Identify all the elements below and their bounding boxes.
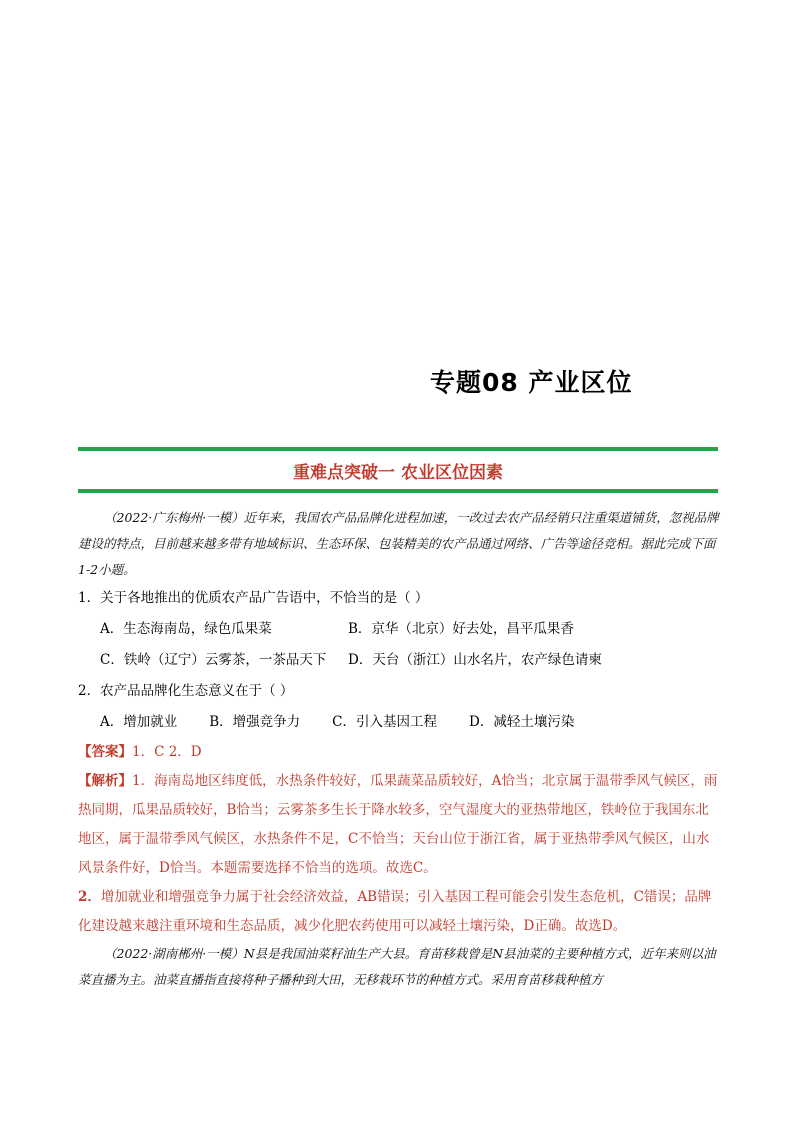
question-1-options-row-2 — [100, 645, 720, 676]
q2-option-a: A．增加就业 — [100, 714, 178, 730]
section-rule-top — [78, 447, 718, 451]
section-heading: 重难点突破一 农业区位因素 — [293, 463, 503, 483]
passage-2: （2022·湖南郴州·一模）N县是我国油菜籽油生产大县。育苗移栽曾是N县油菜的主要种植方式，近年来则以油菜直播为主。油菜直播指直接将种子播种到大田，无移栽环节的种植方式。采用育苗移栽种植方 — [78, 946, 716, 987]
analysis-label: 【解析】 — [78, 773, 132, 789]
analysis-text-2: 增加就业和增强竞争力属于社会经济效益，AB错误；引入基因工程可能会引发生态危机，C错误；品牌化建设越来越注重环境和生态品质，减少化肥农药使用可以减轻土壤污染，D正确。故选D。 — [78, 889, 712, 934]
answer-text: 1．C 2．D — [132, 744, 202, 760]
question-1-options-row-1 — [100, 614, 720, 645]
q1-option-d: D．天台（浙江）山水名片，农产绿色请柬 — [348, 652, 602, 668]
passage-1: （2022·广东梅州·一模）近年来，我国农产品品牌化进程加速，一改过去农产品经销只注重渠道铺货，忽视品牌建设的特点，目前越来越多带有地域标识、生态环保、包装精美的农产品通过网络、广告等途径竞相。据此完成下面1-2小题。 — [78, 510, 719, 577]
analysis-part-1 — [78, 767, 720, 883]
question-2-stem: 2．农产品品牌化生态意义在于（ ） — [78, 683, 294, 699]
q1-option-c: C．铁岭（辽宁）云雾茶，一茶品天下 — [100, 652, 327, 668]
section-rule-bottom — [78, 489, 718, 493]
q2-option-d: D．减轻土壤污染 — [469, 714, 575, 730]
page-title: 专题08 产业区位 — [430, 368, 633, 397]
q1-option-a: A．生态海南岛，绿色瓜果菜 — [100, 621, 272, 637]
q2-option-b: B．增强竞争力 — [209, 714, 301, 730]
q2-option-c: C．引入基因工程 — [332, 714, 438, 730]
answer-label: 【答案】 — [78, 744, 132, 760]
q1-option-b: B．京华（北京）好去处，昌平瓜果香 — [348, 621, 574, 637]
analysis-part-2-number: 2． — [78, 889, 101, 905]
analysis-part-2 — [78, 883, 720, 941]
question-2-options — [100, 707, 720, 738]
answer-line — [78, 738, 720, 767]
question-1-stem: 1．关于各地推出的优质农产品广告语中，不恰当的是（ ） — [78, 590, 429, 606]
analysis-text-1: 1．海南岛地区纬度低，水热条件较好，瓜果蔬菜品质较好，A恰当；北京属于温带季风气候区，雨热同期，瓜果品质较好，B恰当；云雾茶多生长于降水较多，空气湿度大的亚热带地区，铁岭位于我国东北地区，属于温带季风气候区，水热条件不足，C不恰当；天台山位于浙江省，属于亚热带季风气候区，山水风景条件好，D恰当。本题需要选择不恰当的选项。故选C。 — [78, 773, 718, 876]
document-body — [78, 505, 720, 993]
